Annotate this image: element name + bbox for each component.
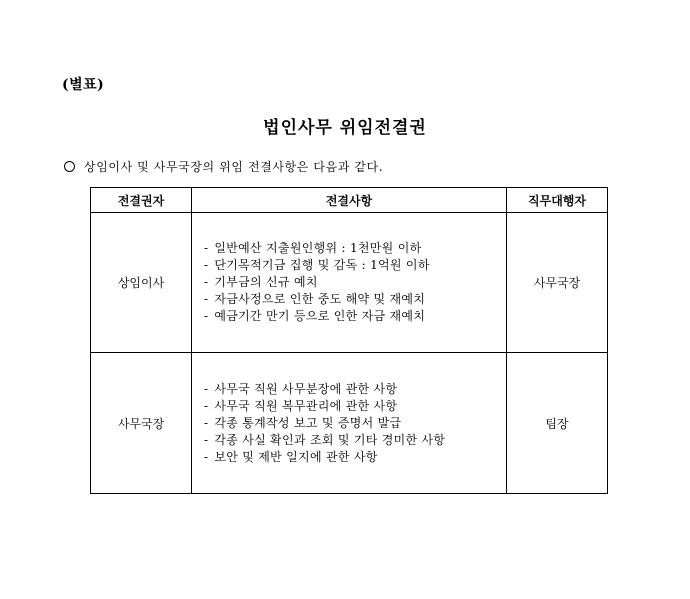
page-title: 법인사무 위임전결권 [263,118,427,138]
circle-bullet-icon [64,161,75,172]
list-item: - 보안 및 제반 일지에 관한 사항 [204,449,378,464]
deputy-cell: 팀장 [507,353,608,494]
authority-cell: 상임이사 [91,213,192,353]
matters-list [204,381,506,466]
table-row [91,353,608,494]
deputy-cell: 사무국장 [507,213,608,353]
list-item: - 사무국 직원 복무관리에 관한 사항 [204,398,398,413]
list-item: - 기부금의 신규 예치 [204,275,318,289]
table-row [91,213,608,353]
intro-line [64,158,383,175]
list-item: - 예금기간 만기 등으로 인한 자금 재예치 [204,309,426,323]
list-item: - 일반예산 지출원인행위 : 1천만원 이하 [204,241,422,255]
header-authority: 전결권자 [91,188,192,213]
appendix-label: (별표) [62,77,105,93]
list-item: - 각종 사실 확인과 조회 및 기타 경미한 사항 [204,432,446,447]
matters-cell [192,353,507,494]
list-item: - 사무국 직원 사무분장에 관한 사항 [204,381,398,396]
intro-text: 상임이사 및 사무국장의 위임 전결사항은 다음과 같다. [84,160,384,174]
matters-cell [192,213,507,353]
header-matters: 전결사항 [192,188,507,213]
list-item: - 각종 통계작성 보고 및 증명서 발급 [204,415,402,430]
header-deputy: 직무대행자 [507,188,608,213]
authority-cell: 사무국장 [91,353,192,494]
delegation-table [90,187,608,494]
matters-list [204,240,506,325]
list-item: - 자금사정으로 인한 중도 해약 및 재예치 [204,292,426,306]
table-header-row [91,188,608,213]
list-item: - 단기목적기금 집행 및 감독 : 1억원 이하 [204,258,430,272]
